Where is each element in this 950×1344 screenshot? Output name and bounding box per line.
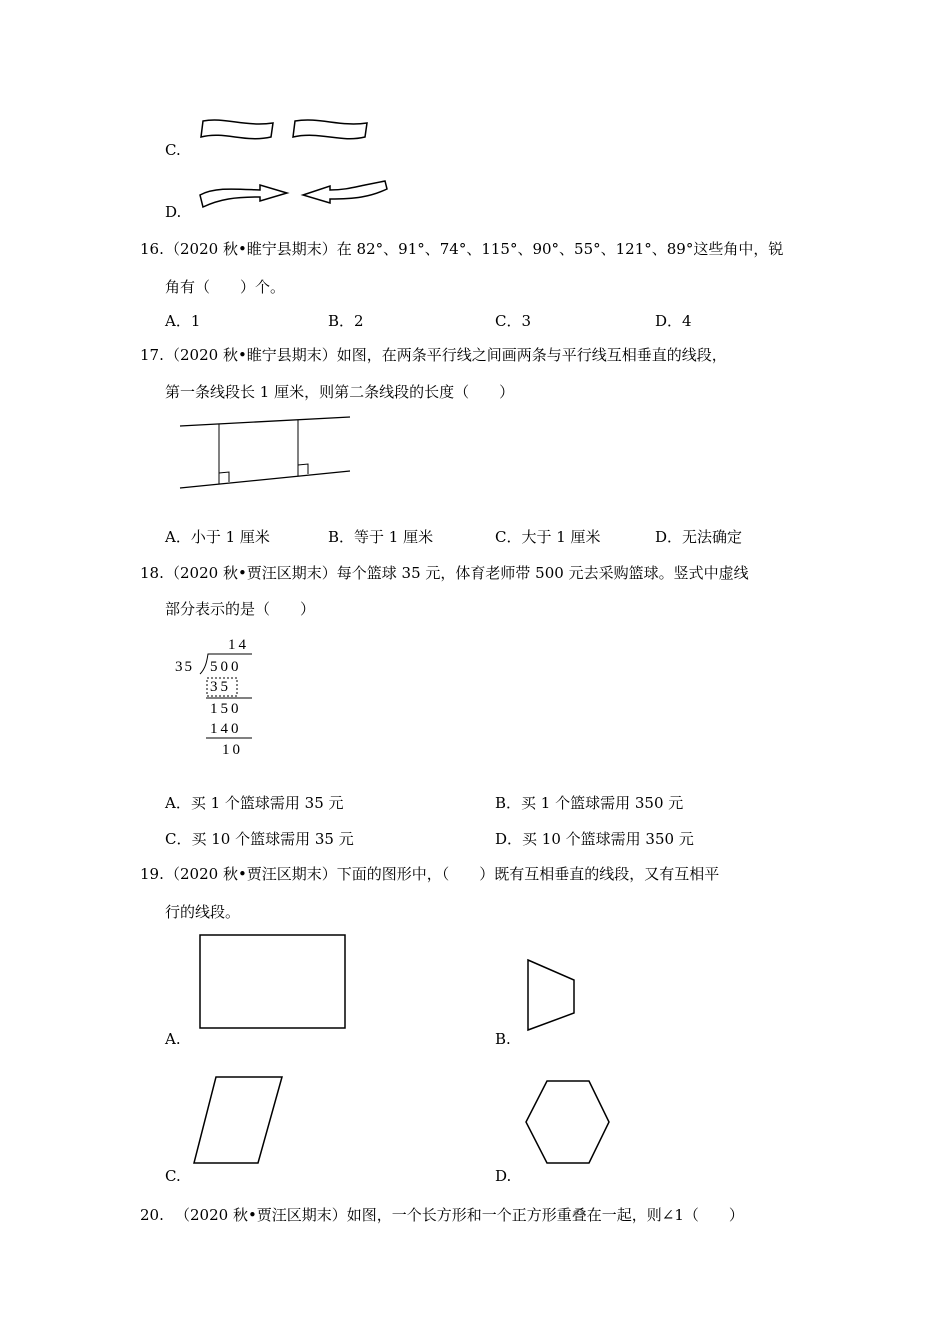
q20-text-line1: （2020 秋•贾汪区期末）如图，一个长方形和一个正方形重叠在一起，则∠1（ ） bbox=[175, 1206, 744, 1224]
q18-text-line1: （2020 秋•贾汪区期末）每个篮球 35 元，体育老师带 500 元去采购篮球。竖式中虚线 bbox=[165, 564, 749, 582]
q15-option-d-figure bbox=[195, 175, 395, 215]
q19-rectangle-figure bbox=[195, 930, 355, 1035]
q18-option-a[interactable]: A．买 1 个篮球需用 35 元 bbox=[165, 794, 344, 812]
q15-option-d-label: D. bbox=[165, 203, 182, 221]
q15-option-c-label: C. bbox=[165, 141, 181, 159]
q15-option-c-figure bbox=[195, 115, 375, 145]
division-dividend: 500 bbox=[210, 659, 242, 675]
q18-option-b[interactable]: B．买 1 个篮球需用 350 元 bbox=[495, 794, 684, 812]
q17-option-b[interactable]: B．等于 1 厘米 bbox=[328, 528, 434, 546]
q20-number: 20. bbox=[140, 1206, 164, 1224]
division-remainder: 10 bbox=[222, 742, 243, 758]
q19-label-a[interactable]: A. bbox=[165, 1030, 181, 1048]
division-step1-dashed: 35 bbox=[210, 679, 231, 695]
q17-parallel-lines-figure bbox=[175, 410, 355, 495]
q18-option-d[interactable]: D．买 10 个篮球需用 350 元 bbox=[495, 830, 694, 848]
q19-text-line1: （2020 秋•贾汪区期末）下面的图形中，（ ）既有互相垂直的线段，又有互相平 bbox=[165, 865, 720, 883]
q16-option-d[interactable]: D．4 bbox=[655, 312, 692, 330]
q18-text-line2: 部分表示的是（ ） bbox=[165, 600, 316, 618]
q16-number: 16. bbox=[140, 240, 164, 258]
q19-label-d[interactable]: D. bbox=[495, 1167, 512, 1185]
division-divisor: 35 bbox=[175, 659, 194, 675]
q19-number: 19. bbox=[140, 865, 164, 883]
q19-label-b[interactable]: B. bbox=[495, 1030, 511, 1048]
q16-option-c[interactable]: C．3 bbox=[495, 312, 532, 330]
division-step2: 150 bbox=[210, 701, 242, 717]
q16-option-a[interactable]: A．1 bbox=[165, 312, 201, 330]
q18-number: 18. bbox=[140, 564, 164, 582]
q18-long-division bbox=[170, 632, 260, 762]
q19-trapezoid-figure bbox=[520, 955, 590, 1035]
q16-text-line2: 角有（ ）个。 bbox=[165, 278, 286, 296]
q17-option-d[interactable]: D．无法确定 bbox=[655, 528, 743, 546]
q19-hexagon-figure bbox=[520, 1075, 615, 1170]
q17-text-line1: （2020 秋•睢宁县期末）如图，在两条平行线之间画两条与平行线互相垂直的线段， bbox=[165, 346, 727, 364]
q17-option-a[interactable]: A．小于 1 厘米 bbox=[165, 528, 270, 546]
q18-option-c[interactable]: C．买 10 个篮球需用 35 元 bbox=[165, 830, 354, 848]
division-quotient: 14 bbox=[228, 637, 249, 653]
q17-text-line2: 第一条线段长 1 厘米，则第二条线段的长度（ ） bbox=[165, 383, 515, 401]
q16-option-b[interactable]: B．2 bbox=[328, 312, 364, 330]
q19-parallelogram-figure bbox=[188, 1072, 293, 1172]
division-step3: 140 bbox=[210, 721, 242, 737]
q17-option-c[interactable]: C．大于 1 厘米 bbox=[495, 528, 601, 546]
q16-text-line1: （2020 秋•睢宁县期末）在 82°、91°、74°、115°、90°、55°、121°、89°这些角中，锐 bbox=[165, 240, 784, 258]
q19-label-c[interactable]: C. bbox=[165, 1167, 181, 1185]
q17-number: 17. bbox=[140, 346, 164, 364]
q19-text-line2: 行的线段。 bbox=[165, 903, 241, 921]
